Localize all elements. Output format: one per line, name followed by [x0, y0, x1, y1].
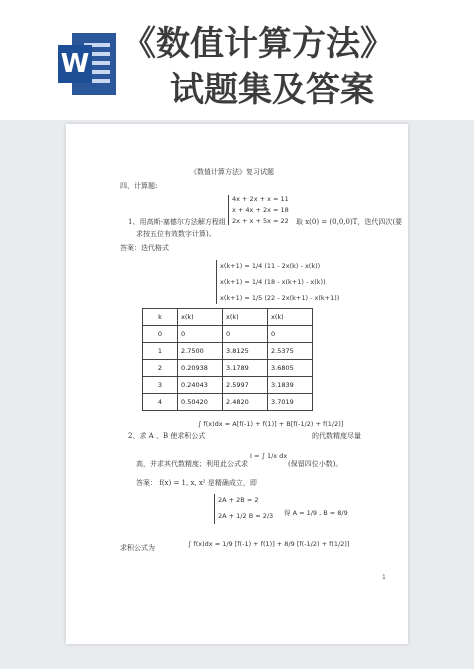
table-cell: 0 [268, 326, 313, 343]
table-cell: 1 [143, 343, 178, 360]
table-row [143, 343, 313, 360]
table-row [143, 360, 313, 377]
header-cell: x(k) [223, 309, 268, 326]
question1-lead: 1、用高斯-塞德尔方法解方程组 [128, 218, 226, 226]
page-title-line1: 《数值计算方法》 [122, 24, 394, 64]
question2-line2: 高，并求其代数精度；利用此公式求 [136, 460, 248, 468]
table-cell: 3.6805 [268, 360, 313, 377]
question1-tail: 求按五位有效数字计算)。 [136, 230, 216, 238]
table-cell: 0 [143, 326, 178, 343]
scheme-line-1: x(k+1) = 1/4 (11 - 2x(k) - x(k)) [220, 262, 321, 270]
table-cell: 2.7500 [178, 343, 223, 360]
system-eq-2: 2A + 1/2 B = 2/3 [218, 512, 274, 520]
table-row [143, 394, 313, 411]
section-heading: 四、计算题: [120, 182, 158, 190]
question2-tail: 的代数精度尽量 [312, 432, 361, 440]
word-document-icon [58, 33, 116, 95]
formula-lead: 求积公式为 [120, 544, 155, 552]
equation-2: x + 4x + 2x = 18 [232, 206, 289, 214]
table-row [143, 377, 313, 394]
table-cell: 3.7019 [268, 394, 313, 411]
title-banner [0, 0, 474, 120]
scheme-line-2: x(k+1) = 1/4 (18 - x(k+1) - x(k)) [220, 278, 326, 286]
table-cell: 0.20938 [178, 360, 223, 377]
question2-lead: 2、求 A 、B 使求积公式 [128, 432, 206, 440]
header-cell: k [143, 309, 178, 326]
table-cell: 2.4820 [223, 394, 268, 411]
coefficient-result: 得 A = 1/9 , B = 8/9 [284, 509, 348, 517]
system-eq-1: 2A + 2B = 2 [218, 496, 259, 504]
table-cell: 3.8125 [223, 343, 268, 360]
final-formula: ∫ f(x)dx ≈ 1/9 [f(-1) + f(1)] + 8/9 [f(-1/2) + f(1/2)] [188, 540, 350, 548]
table-header-row [143, 309, 313, 326]
table-cell: 0.24043 [178, 377, 223, 394]
table-row [143, 326, 313, 343]
table-cell: 4 [143, 394, 178, 411]
page-title-line2: 试题集及答案 [170, 70, 374, 110]
header-cell: x(k) [178, 309, 223, 326]
header-cell: x(k) [268, 309, 313, 326]
system-brace [214, 494, 215, 524]
equation-brace [228, 195, 229, 225]
table-cell: 0 [178, 326, 223, 343]
scheme-line-3: x(k+1) = 1/5 (22 - 2x(k+1) - x(k+1)) [220, 294, 340, 302]
equation-1: 4x + 2x + x = 11 [232, 195, 289, 203]
table-cell: 2.5375 [268, 343, 313, 360]
table-cell: 2 [143, 360, 178, 377]
page-number: 1 [382, 574, 386, 581]
table-cell: 3 [143, 377, 178, 394]
quadrature-formula: ∫ f(x)dx ≈ A[f(-1) + f(1)] + B[f(-1/2) + f(1/2)] [198, 420, 344, 428]
table-cell: 2.5997 [223, 377, 268, 394]
iteration-table [142, 308, 313, 411]
word-logo-letter: W [58, 45, 92, 83]
table-cell: 0.50420 [178, 394, 223, 411]
doc-subtitle: 《数值计算方法》复习试题 [190, 168, 274, 176]
question1-initial: 取 x(0) = (0,0,0)T，迭代四次(要 [296, 218, 403, 226]
question2-keep: (保留四位小数)。 [288, 460, 343, 468]
document-page [66, 124, 408, 644]
integral-expression: I = ∫ 1/x dx [250, 452, 288, 460]
question1-answer: 答案：迭代格式 [120, 244, 169, 252]
table-cell: 3.1839 [268, 377, 313, 394]
table-cell: 0 [223, 326, 268, 343]
table-cell: 3.1789 [223, 360, 268, 377]
scheme-brace [216, 260, 217, 304]
question2-answer: 答案： f(x) = 1, x, x² 是精确成立，即 [136, 479, 257, 487]
equation-3: 2x + x + 5x = 22 [232, 217, 289, 225]
